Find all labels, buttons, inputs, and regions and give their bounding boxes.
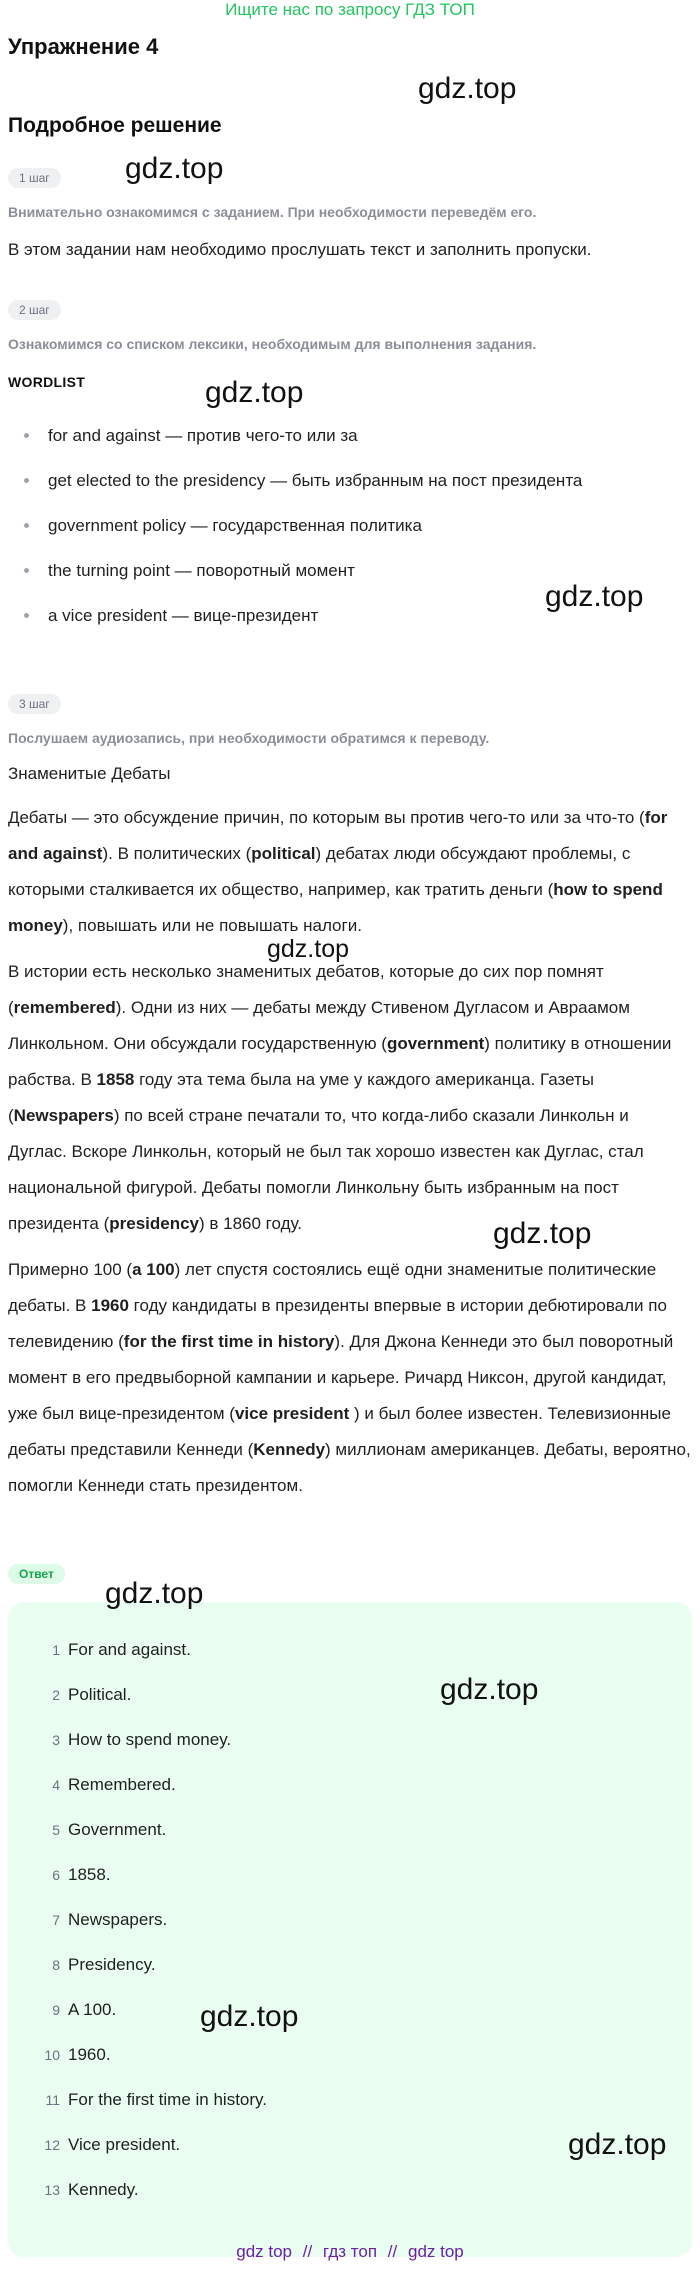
paragraph-2: В истории есть несколько знаменитых дебатов, которые до сих пор помнят (remembered). Одни из них — дебаты между Стивеном Дугласом и Авраамом Линкольном. Они обсуждали государственную (government) политику в отношении рабства. В 1858 году эта тема была на уме у каждого американца. Газеты (Newspapers) по всей стране печатали то, что когда-либо сказали Линкольн и Дуглас. Вскоре Линкольн, который не был так хорошо известен как Дуглас, стал национальной фигурой. Дебаты помогли Линкольну быть избранным на пост президента (presidency) в 1860 году. [8, 962, 672, 1233]
step-3-chip [8, 694, 61, 714]
footer-link[interactable]: gdz top [407, 2242, 464, 2261]
watermark: gdz.top [105, 1577, 204, 1610]
watermark: gdz.top [267, 935, 350, 963]
bullet-icon [24, 478, 29, 483]
page-title: Упражнение 4 [8, 34, 159, 59]
list-item: 3 How to spend money. [52, 1730, 232, 1749]
wordlist-label: WORDLIST [8, 374, 86, 390]
step-chip-label: 2 шаг [8, 300, 61, 320]
list-item: the turning point — поворотный момент [24, 560, 684, 605]
step-2-note: Ознакомимся со списком лексики, необходимым для выполнения задания. [8, 336, 537, 352]
list-item: 1 For and against. [52, 1640, 191, 1659]
solution-heading: Подробное решение [8, 114, 222, 137]
list-item: 10 1960. [44, 2045, 111, 2064]
answer-chip-label: Ответ [8, 1564, 65, 1584]
bullet-icon [24, 613, 29, 618]
watermark: gdz.top [568, 2128, 667, 2161]
wordlist [24, 425, 684, 650]
answer-chip [8, 1564, 65, 1584]
bullet-icon [24, 433, 29, 438]
step-chip-label: 3 шаг [8, 694, 61, 714]
paragraph-3: Примерно 100 (a 100) лет спустя состоялись ещё одни знаменитые политические дебаты. В 1960 году кандидаты в президенты впервые в истории дебютировали по телевидению (for the first time in history). Для Джона Кеннеди это был поворотный момент в его предвыборной кампании и карьере. Ричард Никсон, другой кандидат, уже был вице-президентом (vice president ) и был более известен. Телевизионные дебаты представили Кеннеди (Kennedy) миллионам американцев. Дебаты, вероятно, помогли Кеннеди стать президентом. [8, 1260, 691, 1495]
text-subtitle: Знаменитые Дебаты [8, 764, 171, 783]
bullet-icon [24, 568, 29, 573]
footer-link[interactable]: гдз топ [322, 2242, 378, 2261]
paragraph-1: Дебаты — это обсуждение причин, по которым вы против чего-то или за что-то (for and against). В политических (political) дебатах люди обсуждают проблемы, с которыми сталкивается их общество, например, как тратить деньги (how to spend money), повышать или не повышать налоги. [8, 808, 668, 935]
list-item: 6 1858. [52, 1865, 111, 1884]
list-item: 2 Political. [52, 1685, 132, 1704]
step-1-chip [8, 168, 61, 188]
footer-separator: // [302, 2242, 313, 2261]
step-3-note: Послушаем аудиозапись, при необходимости обратимся к переводу. [8, 730, 490, 746]
top-banner[interactable]: Ищите нас по запросу ГДЗ ТОП [225, 0, 475, 19]
footer-links [0, 2242, 700, 2262]
footer-link[interactable]: gdz top [236, 2242, 292, 2261]
watermark: gdz.top [205, 376, 304, 409]
list-item: 12 Vice president. [44, 2135, 181, 2154]
watermark: gdz.top [200, 2000, 299, 2033]
list-item: 5 Government. [52, 1820, 167, 1839]
bullet-icon [24, 523, 29, 528]
watermark: gdz.top [493, 1217, 592, 1250]
list-item: 8 Presidency. [52, 1955, 156, 1974]
footer-separator: // [387, 2242, 398, 2261]
step-1-note: Внимательно ознакомимся с заданием. При необходимости переведём его. [8, 204, 537, 220]
list-item: 4 Remembered. [52, 1775, 176, 1794]
step-2-chip [8, 300, 61, 320]
list-item: 9 A 100. [52, 2000, 117, 2019]
watermark: gdz.top [418, 72, 517, 105]
watermark: gdz.top [440, 1673, 539, 1706]
step-1-text: В этом задании нам необходимо прослушать текст и заполнить пропуски. [8, 240, 592, 259]
list-item: 7 Newspapers. [52, 1910, 168, 1929]
list-item: for and against — против чего-то или за [24, 425, 684, 470]
list-item: government policy — государственная политика [24, 515, 684, 560]
watermark: gdz.top [125, 152, 224, 185]
list-item: 11 For the first time in history. [45, 2090, 268, 2109]
list-item: 13 Kennedy. [44, 2180, 139, 2199]
list-item: get elected to the presidency — быть избранным на пост президента [24, 470, 684, 515]
step-chip-label: 1 шаг [8, 168, 61, 188]
watermark: gdz.top [545, 580, 644, 613]
list-item: a vice president — вице-президент [24, 605, 684, 650]
